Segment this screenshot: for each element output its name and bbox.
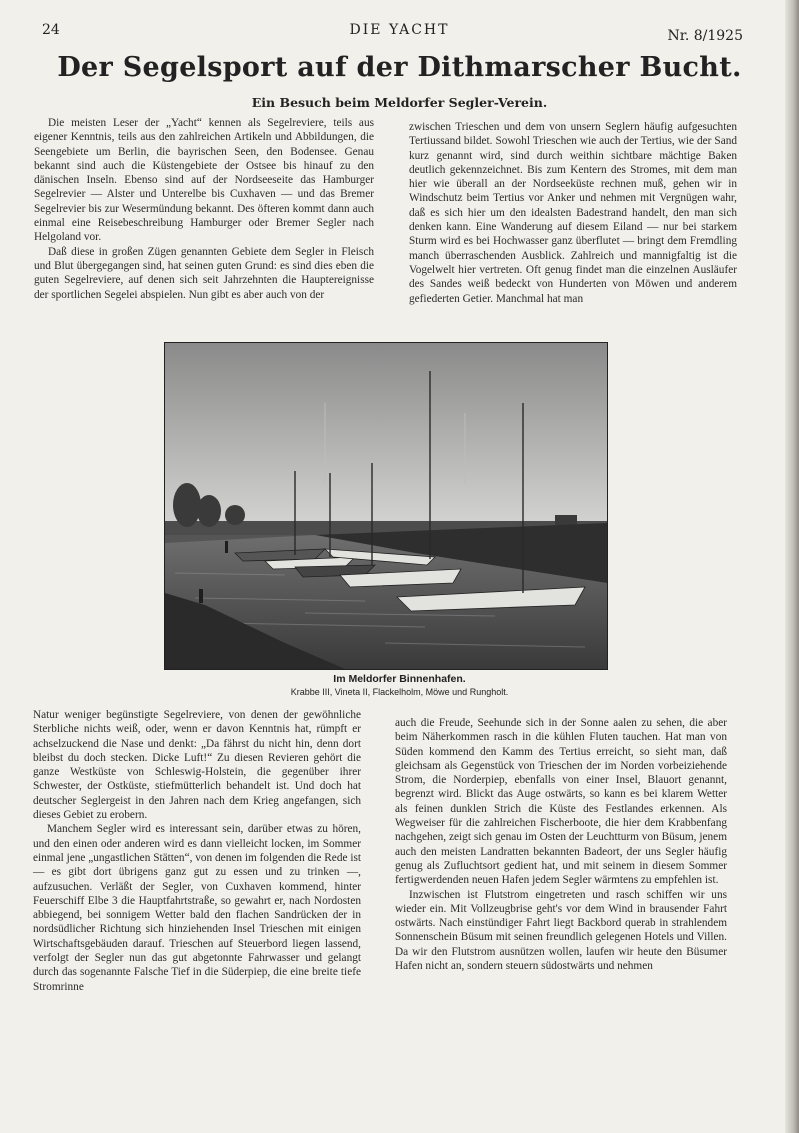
column-bottom-left	[33, 708, 361, 994]
paragraph: Inzwischen ist Flutstrom eingetreten und rasch schiffen wir uns wieder ein. Mit Vollzeugbrise geht's vor dem Wind in brausender Fahrt ostwärts. Nach einstündiger Fahrt liegt Backbord querab in strahlendem Sonnenschein Büsum mit seinen freundlich gelegenen Hotels und Villen. Da wir den Flutstrom ausnützen wollen, laufen wir heute den Büsumer Hafen nicht an, sondern steuern südostwärts und nehmen	[395, 888, 727, 973]
paragraph: auch die Freude, Seehunde sich in der Sonne aalen zu sehen, die aber beim Näherkommen rasch in die kühlen Fluten tauchen. Hat man von Süden kommend den Kamm des Tertius erreicht, so sieht man, daß gleichsam als Gegenstück von Trieschen der im Norden vorbeiziehende Strom, die Norderpiep, ebenfalls von einer Insel, Blauort genannt, begrenzt wird. Blickt das Auge ostwärts, so kann es bei klarem Wetter als feinen dunklen Strich die Küste des Festlandes erkennen. Als Wegweiser für die zahlreichen Fischerboote, die hier dem Krabbenfang nachgehen, zeigt sich genau im Osten der Leuchtturm von Büsum, jenem auch den meisten Landratten bekannten Badeort, der uns Segler häufig genug als Zufluchtsort gedient hat, und mit seinem in diesem Sommer fertigwerdenden neuen Hafen jedem Segler wärmtens zu empfehlen ist.	[395, 717, 727, 887]
page-number: 24	[42, 22, 60, 38]
column-top-left	[34, 116, 374, 302]
harbor-photo	[164, 342, 608, 670]
article-subtitle: Ein Besuch beim Meldorfer Segler-Verein.	[251, 95, 548, 110]
running-head: DIE YACHT	[349, 22, 450, 38]
paragraph: Natur weniger begünstigte Segelreviere, von denen der gewöhnliche Sterbliche nichts weiß, oder, wenn er davon Kenntnis hat, rümpft er achselzuckend die Nase und denkt: „Da fährst du nicht hin, denn dort bleibst du doch stecken. Dicke Luft!“ Zu diesen Revieren gehört die ganze Westküste von Schleswig-Holstein, die gegenüber ihrer Schwester, der Ostküste, stiefmütterlich behandelt ist. Und doch hat deutscher Seglergeist in den Jahren nach dem Krieg angefangen, sich dieses Gebiet zu erobern.	[33, 709, 361, 822]
figure-caption-subtitle: Krabbe III, Vineta II, Flackelholm, Möwe und Rungholt.	[290, 687, 509, 697]
paragraph: Manchem Segler wird es interessant sein, darüber etwas zu hören, und den einen oder anderen wird es dann vielleicht locken, im Sommer einmal jene „ungastlichen Stätten“, von denen im folgenden die Rede ist — es gibt dort übrigens ganz gut zu essen und zu trinken —, aufzusuchen. Verläßt der Segler, von Cuxhaven kommend, hinter Feuerschiff Elbe 3 die Hauptfahrtstraße, so gewahrt er, nach Nordosten abbiegend, bei sonnigem Wetter bald den flachen Sandrücken der in nordsüdlicher Richtung sich hinziehenden Insel Trieschen mit einigen Wirtschaftsgebäuden darauf. Trieschen auf Steuerbord liegen lassend, verfolgt der Segler nun das gut abgetonnte Fahrwasser und gelangt durch das sogenannte Falsche Tief in die Süderpiep, die eine breite tiefe Stromrinne	[33, 823, 361, 993]
figure-caption-title: Im Meldorfer Binnenhafen.	[333, 673, 466, 685]
column-top-right	[409, 120, 737, 306]
article-title: Der Segelsport auf der Dithmarscher Bucht.	[57, 52, 742, 83]
paragraph: Daß diese in großen Zügen genannten Gebiete dem Segler in Fleisch und Blut übergegangen sind, hat seinen guten Grund: es sind dies eben die guten Segelreviere, auf denen sich seit Jahrzehnten die Hauptereignisse der sportlichen Segelei abspielen. Nun gibt es aber auch von der	[34, 245, 374, 301]
column-bottom-right	[395, 716, 727, 973]
page-edge-shadow	[785, 0, 799, 1133]
issue-number: Nr. 8/1925	[667, 28, 743, 44]
paragraph: zwischen Trieschen und dem von unsern Seglern häufig aufgesuchten Tertiussand bildet. Sowohl Trieschen wie auch der Tertius, wie der Sand kurz genannt wird, sind durch weithin sichtbare mächtige Baken deutlich gekennzeichnet. Bis zum Kentern des Stromes, mit dem man hier wie überall an der Nordseeküste rechnen muß, gehen wir in Windschutz beim Tertius vor Anker und nehmen mit Vergnügen wahr, daß es sich hier um den idealsten Badestrand handelt, den man sich denken kann. Eine Wanderung auf diesem Eiland — nur bei starkem Sturm wird es bei Hochwasser ganz überflutet — bringt dem Fremdling manch überraschenden Ausblick. Zahlreich und mannigfaltig ist die Vogelwelt hier vertreten. Oft genug findet man die einzelnen Ausläufer des Sandes weiß bedeckt von Hunderten von Möwen und anderem gefiederten Getier. Manchmal hat man	[409, 121, 737, 305]
paragraph: Die meisten Leser der „Yacht“ kennen als Segelreviere, teils aus eigener Kenntnis, teils aus den zahlreichen Artikeln und Abbildungen, die Seengebiete um Berlin, die bayrischen Seen, den Bodensee. Genau bekannt sind auch die Küstengebiete der Ostsee bis hinauf zu den dänischen Inseln. Ebenso sind auf der Nordseeseite das Hamburger Segelrevier — Alster und Unterelbe bis Cuxhaven — und das Bremer Segelrevier bis zur Wesermündung bekannt. Des öfteren kommt dann auch einmal eine Reisebeschreibung Hamburger oder Bremer Segler nach Helgoland vor.	[34, 117, 374, 244]
harbor-photo-image	[165, 343, 607, 669]
